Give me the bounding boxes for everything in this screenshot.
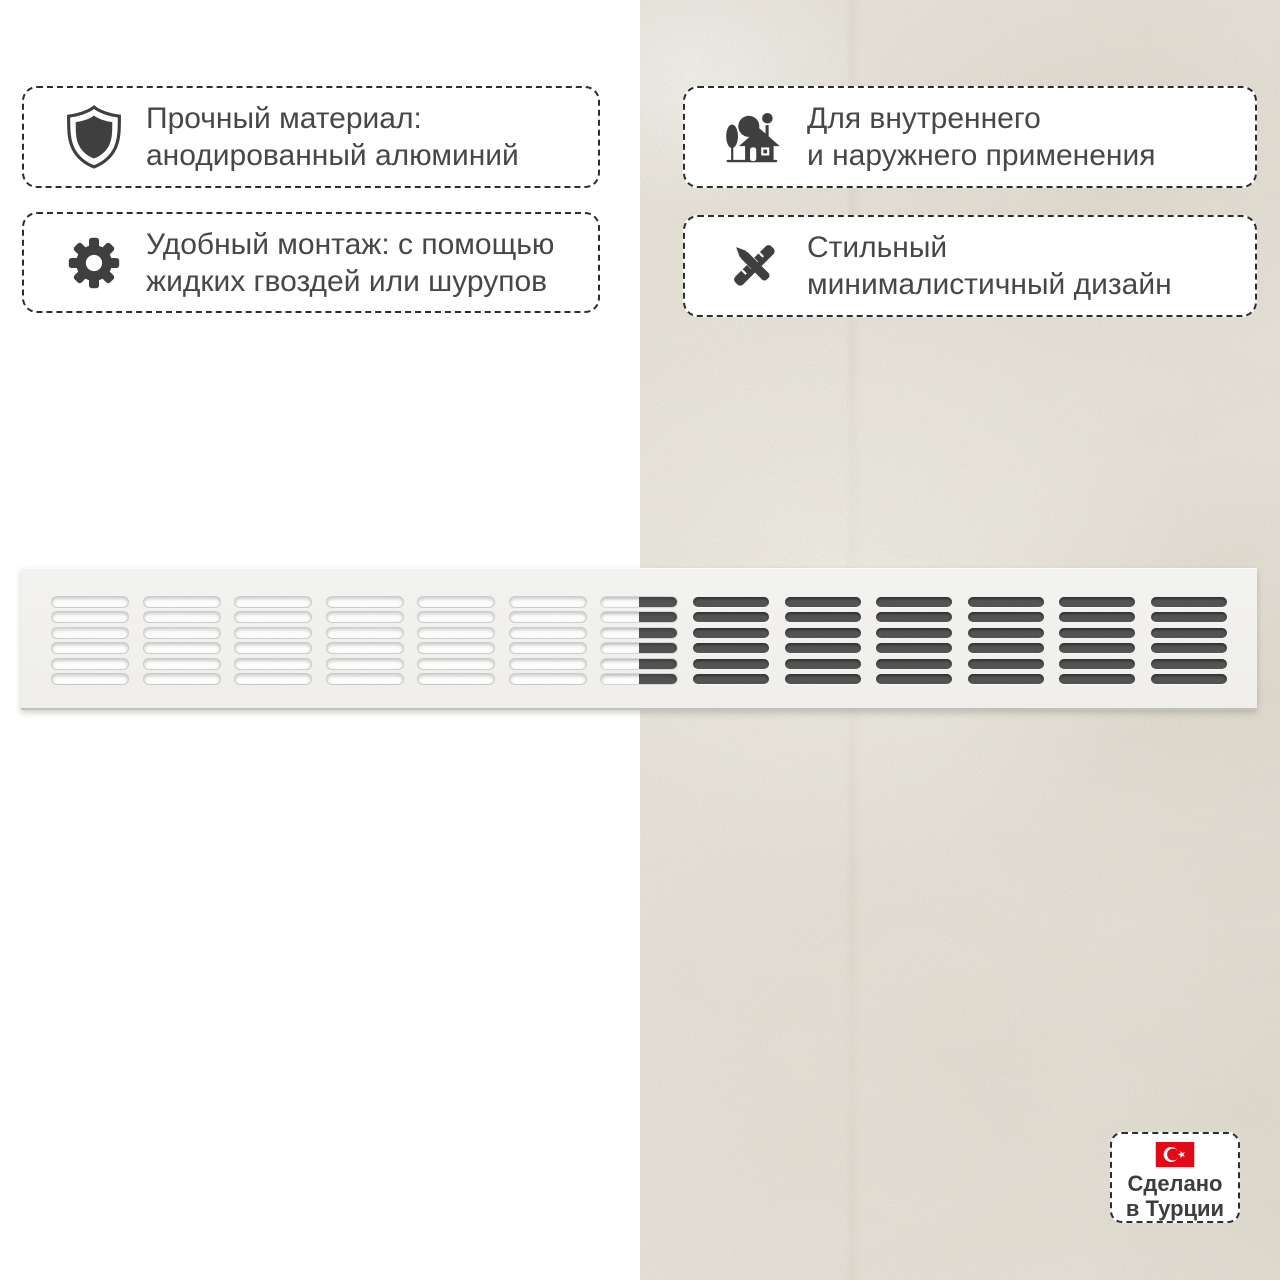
slot-group (510, 597, 586, 684)
vent-slot (968, 674, 1044, 684)
vent-slot (785, 643, 861, 653)
vent-slot (968, 612, 1044, 622)
vent-slot (1059, 612, 1135, 622)
feature-text-usage (807, 100, 1155, 174)
slot-group (418, 597, 494, 684)
vent-slot (327, 674, 403, 684)
vent-slot (327, 643, 403, 653)
vent-slot (235, 597, 311, 607)
gear-icon (62, 235, 126, 291)
vent-slot (1151, 612, 1227, 622)
feature-box-design (683, 215, 1257, 317)
feature-line: и наружнего применения (807, 139, 1156, 172)
feature-line: Удобный монтаж: с помощью (146, 227, 555, 261)
made-in-text (1126, 1171, 1224, 1221)
grille-slot-area (52, 597, 1227, 684)
vent-slot (693, 597, 769, 607)
vent-slot (601, 597, 677, 607)
slot-group (235, 597, 311, 684)
vent-slot (785, 612, 861, 622)
slot-group (327, 597, 403, 684)
feature-line: Прочный материал: (146, 102, 422, 135)
slot-group (693, 597, 769, 684)
vent-slot (1059, 659, 1135, 669)
vent-slot (601, 643, 677, 653)
vent-slot (876, 659, 952, 669)
vent-slot (52, 628, 128, 638)
vent-slot (601, 674, 677, 684)
vent-slot (693, 643, 769, 653)
vent-slot (418, 659, 494, 669)
made-in-turkey-badge (1110, 1132, 1240, 1223)
vent-slot (327, 628, 403, 638)
vent-slot (144, 597, 220, 607)
vent-slot (418, 597, 494, 607)
vent-slot (510, 612, 586, 622)
slot-group (144, 597, 220, 684)
vent-slot (1059, 674, 1135, 684)
pencil-ruler-icon (723, 237, 787, 295)
vent-slot (693, 612, 769, 622)
vent-slot (693, 628, 769, 638)
vent-slot (510, 643, 586, 653)
vent-slot (876, 612, 952, 622)
made-in-line: в Турции (1125, 1196, 1225, 1221)
vent-slot (144, 659, 220, 669)
vent-slot (510, 597, 586, 607)
vent-slot (1059, 597, 1135, 607)
vent-slot (510, 674, 586, 684)
vent-slot (52, 659, 128, 669)
vent-slot (876, 643, 952, 653)
shield-icon (62, 105, 126, 169)
slot-group (52, 597, 128, 684)
vent-slot (52, 612, 128, 622)
vent-slot (418, 612, 494, 622)
slot-group (1059, 597, 1135, 684)
vent-slot (876, 674, 952, 684)
slot-group (876, 597, 952, 684)
vent-slot (785, 674, 861, 684)
vent-slot (144, 628, 220, 638)
feature-box-material (22, 86, 600, 188)
feature-line: жидких гвоздей или шурупов (146, 264, 548, 298)
vent-slot (144, 612, 220, 622)
vent-slot (601, 659, 677, 669)
feature-line: Для внутреннего (807, 102, 1041, 135)
feature-line: анодированный алюминий (146, 139, 519, 172)
vent-slot (235, 628, 311, 638)
vent-slot (327, 612, 403, 622)
feature-text-mounting (146, 226, 554, 300)
vent-slot (1151, 628, 1227, 638)
vent-slot (1059, 628, 1135, 638)
vent-slot (235, 643, 311, 653)
vent-slot (785, 597, 861, 607)
vent-slot (785, 628, 861, 638)
vent-slot (52, 674, 128, 684)
product-grille (21, 568, 1257, 710)
vent-slot (327, 659, 403, 669)
vent-slot (1059, 643, 1135, 653)
slot-group (601, 597, 677, 684)
vent-slot (418, 643, 494, 653)
vent-slot (968, 628, 1044, 638)
vent-slot (418, 628, 494, 638)
slot-group (1151, 597, 1227, 684)
vent-slot (601, 628, 677, 638)
feature-text-design (807, 229, 1172, 303)
slot-group (785, 597, 861, 684)
vent-slot (876, 628, 952, 638)
feature-line: Стильный (807, 231, 948, 264)
vent-slot (693, 659, 769, 669)
vent-slot (52, 643, 128, 653)
made-in-line: Сделано (1127, 1171, 1223, 1196)
vent-slot (144, 643, 220, 653)
vent-slot (235, 674, 311, 684)
vent-slot (968, 643, 1044, 653)
turkey-flag-icon (1155, 1142, 1195, 1167)
vent-slot (235, 612, 311, 622)
feature-box-mounting (22, 212, 600, 313)
vent-slot (785, 659, 861, 669)
vent-slot (1151, 674, 1227, 684)
vent-slot (968, 659, 1044, 669)
vent-slot (1151, 597, 1227, 607)
vent-slot (1151, 643, 1227, 653)
vent-slot (235, 659, 311, 669)
vent-slot (876, 597, 952, 607)
feature-text-material (146, 100, 519, 174)
feature-box-usage (683, 86, 1257, 188)
vent-slot (144, 674, 220, 684)
house-outdoor-icon (723, 110, 787, 165)
vent-slot (510, 628, 586, 638)
feature-line: минималистичный дизайн (807, 268, 1172, 301)
vent-slot (1151, 659, 1227, 669)
vent-slot (510, 659, 586, 669)
slot-group (968, 597, 1044, 684)
vent-slot (968, 597, 1044, 607)
vent-slot (601, 612, 677, 622)
vent-slot (52, 597, 128, 607)
vent-slot (693, 674, 769, 684)
vent-slot (327, 597, 403, 607)
vent-slot (418, 674, 494, 684)
